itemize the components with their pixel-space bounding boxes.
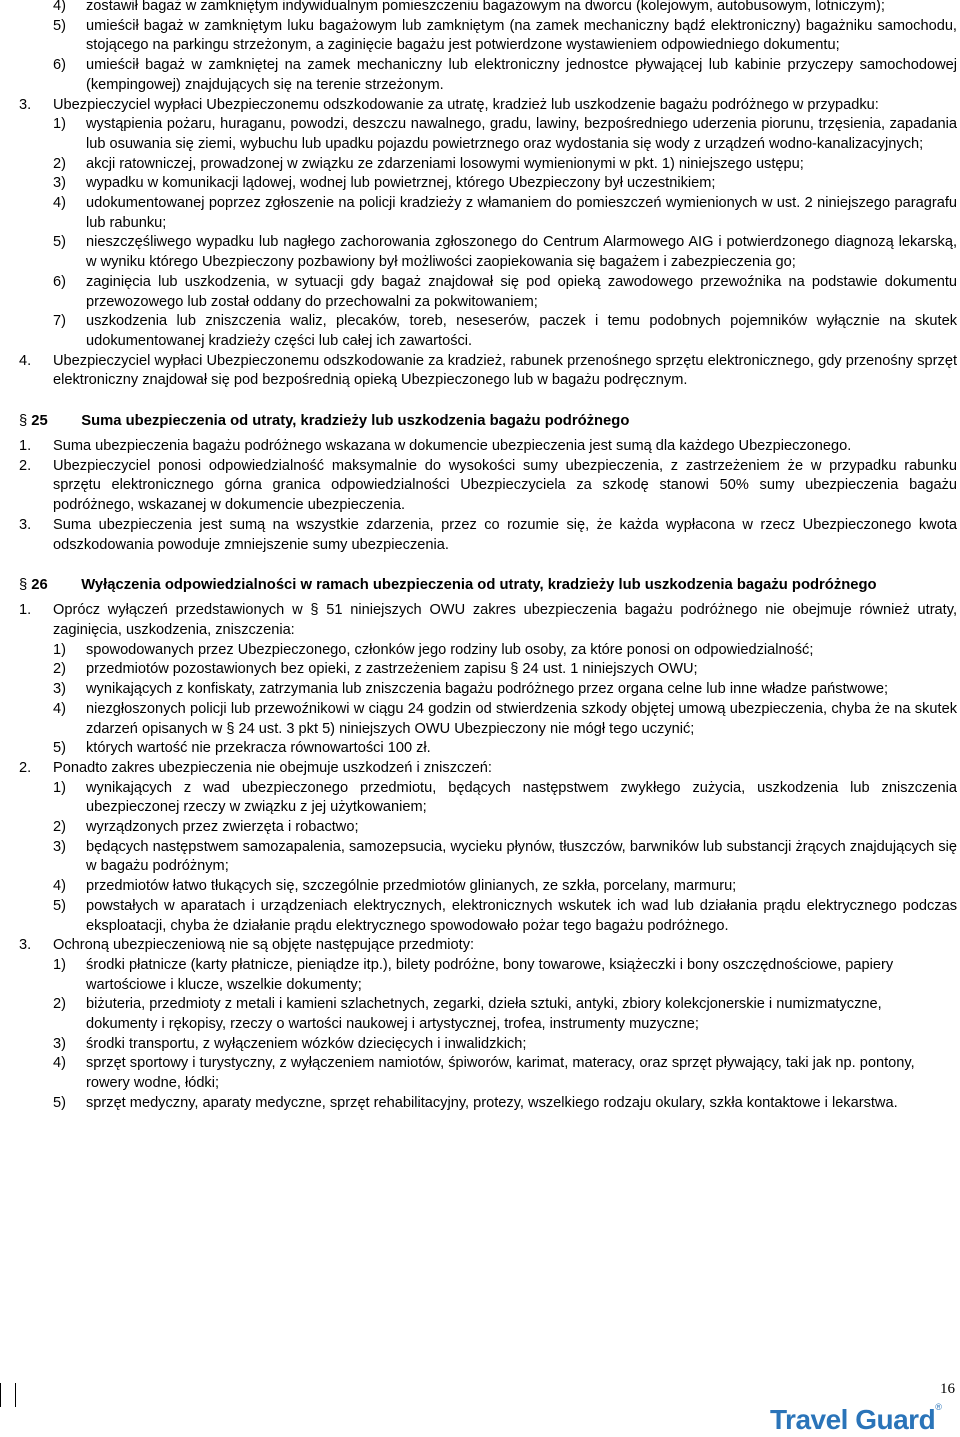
paragraph-number: 3. (19, 516, 32, 533)
travel-guard-logo (770, 1404, 941, 1436)
item-number: 5) (53, 897, 66, 914)
item-text: umieścił bagaż w zamkniętej na zamek mechaniczny lub elektroniczny jednostce pływającej lub kabinie przyczepy samochodowej (kempingowej) znajdujących się na terenie strzeżonym. (86, 57, 957, 93)
item-number: 5) (53, 17, 66, 34)
item-number: 1) (53, 956, 66, 973)
paragraph-text: Ubezpieczyciel wypłaci Ubezpieczonemu odszkodowanie za kradzież, rabunek przenośnego sprzętu elektronicznego, gdy przenośny sprzęt elektroniczny znajdował się pod bezpośrednią opieką Ubezpieczonego lub w bagażu podręcznym. (53, 352, 957, 389)
paragraph-number: 2. (19, 759, 32, 776)
paragraph-number: 1. (19, 438, 32, 455)
paragraph-number: 3. (19, 96, 32, 113)
item-number: 5) (53, 234, 66, 251)
numbered-paragraph (19, 352, 957, 391)
section-number: 25 (31, 413, 48, 430)
list-item (19, 739, 957, 759)
paragraph-text: Ubezpieczyciel wypłaci Ubezpieczonemu odszkodowanie za utratę, kradzież lub uszkodzenie bagażu podróżnego w przypadku: (53, 96, 879, 113)
item-number: 6) (53, 273, 66, 290)
item-text: akcji ratowniczej, prowadzonej w związku ze zdarzeniami losowymi wymienionymi w pkt. 1) niniejszego ustępu; (86, 155, 804, 172)
logo-text: Travel Guard (770, 1404, 936, 1435)
page-number: 16 (940, 1381, 955, 1397)
item-text: niezgłoszonych policji lub przewoźnikowi w ciągu 24 godzin od stwierdzenia szkody objętej umową ubezpieczenia, chyba że na skutek zdarzeń opisanych w § 24 ust. 3 pkt 5) niniejszych OWU Ubezpieczony nie mógł tego uczynić; (86, 700, 957, 737)
item-text: wystąpienia pożaru, huraganu, powodzi, deszczu nawalnego, gradu, lawiny, bezpośredniego uderzenia piorunu, trzęsienia, zapadania lub osuwania się ziemi, wybuchu lub upadku pojazdu powietrznego oraz wydostania się wody z urządzeń wodno-kanalizacyjnych; (86, 116, 957, 152)
item-text: zaginięcia lub uszkodzenia, w sytuacji gdy bagaż znajdował się pod opieką zawodowego przewoźnika na podstawie dokumentu przewozowego lub został oddany do przechowalni za pokwitowaniem; (86, 273, 957, 310)
item-number: 7) (53, 313, 66, 330)
item-text: udokumentowanej poprzez zgłoszenie na policji kradzieży z włamaniem do pomieszczeń wymienionych w ust. 2 niniejszego paragrafu lub rabunku; (86, 195, 957, 231)
item-text: sprzęt sportowy i turystyczny, z wyłączeniem namiotów, śpiworów, karimat, materacy, oraz sprzęt pływający, taki jak np. pontony, rowery wodne, łódki; (86, 1055, 915, 1092)
list-item (19, 838, 957, 877)
list-item (19, 897, 957, 936)
numbered-paragraph (19, 601, 957, 640)
list-item (19, 680, 957, 700)
item-text: biżuteria, przedmioty z metali i kamieni szlachetnych, zegarki, dzieła sztuki, antyki, zbiory kolekcjonerskie i numizmatyczne, dokumenty i rękopisy, rzeczy o wartości naukowej i artystycznej, trofea, instrumenty muzyczne; (86, 996, 882, 1033)
paragraph-number: 4. (19, 352, 32, 369)
paragraph-text: Suma ubezpieczenia jest sumą na wszystkie zdarzenia, przez co rozumie się, że każda wypłacona w rzecz Ubezpieczonego kwota odszkodowania powoduje zmniejszenie sumy ubezpieczenia. (53, 516, 957, 553)
numbered-paragraph (19, 936, 957, 956)
list-item (19, 17, 957, 56)
item-number: 1) (53, 779, 66, 796)
item-number: 3) (53, 838, 66, 855)
list-item (19, 194, 957, 233)
item-text: wypadku w komunikacji lądowej, wodnej lub powietrznej, którego Ubezpieczony był uczestnikiem; (86, 175, 716, 192)
paragraph-text: Ponadto zakres ubezpieczenia nie obejmuje uszkodzeń i zniszczeń: (53, 759, 492, 776)
item-text: wynikających z wad ubezpieczonego przedmiotu, będących następstwem zwykłego zużycia, uszkodzenia lub zniszczenia ubezpieczonej rzeczy w związku z jej użytkowaniem; (86, 779, 957, 816)
item-number: 1) (53, 641, 66, 658)
section-heading (19, 411, 957, 431)
numbered-paragraph (19, 759, 957, 779)
item-text: nieszczęśliwego wypadku lub nagłego zachorowania zgłoszonego do Centrum Alarmowego AIG i potwierdzonego diagnozą lekarską, w wyniku którego Ubezpieczony pozbawiony był możliwości zaopiekowania się bagażem i zabezpieczenia go; (86, 234, 957, 271)
paragraph-number: 3. (19, 937, 32, 954)
numbered-paragraph (19, 457, 957, 516)
item-text: środki płatnicze (karty płatnicze, pieniądze itp.), bilety podróżne, bony towarowe, książeczki i bony oszczędnościowe, papiery wartościowe i klucze, wszelkie dokumenty; (86, 956, 894, 993)
item-number: 2) (53, 819, 66, 836)
list-item (19, 995, 957, 1034)
item-number: 4) (53, 700, 66, 717)
item-number: 2) (53, 155, 66, 172)
list-item (19, 660, 957, 680)
list-item (19, 956, 957, 995)
list-item (19, 233, 957, 272)
item-text: środki transportu, z wyłączeniem wózków dziecięcych i inwalidzkich; (86, 1035, 527, 1052)
item-number: 6) (53, 57, 66, 74)
numbered-paragraph (19, 96, 957, 116)
item-text: sprzęt medyczny, aparaty medyczne, sprzęt rehabilitacyjny, protezy, wszelkiego rodzaju okulary, szkła kontaktowe i lekarstwa. (86, 1094, 898, 1111)
item-text: powstałych w aparatach i urządzeniach elektrycznych, elektronicznych wskutek ich wad lub działania prądu elektrycznego podczas eksploatacji, chyba że działanie prądu elektrycznego spowodowało pożar tego bagażu podróżnego. (86, 897, 957, 934)
list-item (19, 115, 957, 154)
list-item (19, 1035, 957, 1055)
item-text: których wartość nie przekracza równowartości 100 zł. (86, 740, 431, 757)
item-number: 5) (53, 740, 66, 757)
paragraph-text: Ochroną ubezpieczeniową nie są objęte następujące przedmioty: (53, 937, 475, 954)
item-text: spowodowanych przez Ubezpieczonego, członków jego rodziny lub osoby, za które ponosi on odpowiedzialność; (86, 641, 814, 658)
item-text: uszkodzenia lub zniszczenia waliz, plecaków, toreb, neseserów, paczek i temu podobnych pojemników wyłącznie na skutek udokumentowanej kradzieży części lub całej ich zawartości. (86, 313, 957, 349)
list-item (19, 56, 957, 95)
item-text: zostawił bagaż w zamkniętym indywidualnym pomieszczeniu bagażowym na dworcu (kolejowym, autobusowym, lotniczym); (86, 0, 885, 14)
item-number: 3) (53, 1035, 66, 1052)
item-text: przedmiotów pozostawionych bez opieki, z zastrzeżeniem zapisu § 24 ust. 1 niniejszych OWU; (86, 661, 698, 678)
section-title: Suma ubezpieczenia od utraty, kradzieży lub uszkodzenia bagażu podróżnego (81, 413, 630, 430)
numbered-paragraph (19, 516, 957, 555)
text-cursor-left (0, 1383, 1, 1407)
item-number: 3) (53, 175, 66, 192)
text-cursor-right (15, 1383, 16, 1407)
item-number: 4) (53, 195, 66, 212)
list-item (19, 1054, 957, 1093)
item-number: 3) (53, 681, 66, 698)
item-number: 4) (53, 1055, 66, 1072)
section-title: Wyłączenia odpowiedzialności w ramach ubezpieczenia od utraty, kradzieży lub uszkodzenia bagażu podróżnego (81, 577, 877, 594)
item-number: 5) (53, 1094, 66, 1111)
list-item (19, 818, 957, 838)
section-symbol: § (19, 577, 28, 594)
item-text: wynikających z konfiskaty, zatrzymania lub zniszczenia bagażu podróżnego przez organa celne lub inne władze państwowe; (86, 681, 889, 698)
paragraph-text: Ubezpieczyciel ponosi odpowiedzialność maksymalnie do wysokości sumy ubezpieczenia, z zastrzeżeniem że w przypadku rabunku sprzętu elektronicznego górna granica odpowiedzialności Ubezpieczyciela za szkodę stanowi 50% sumy ubezpieczenia bagażu podróżnego, wskazanej w dokumencie ubezpieczenia. (53, 457, 957, 514)
item-number: 2) (53, 661, 66, 678)
paragraph-text: Oprócz wyłączeń przedstawionych w § 51 niniejszych OWU zakres ubezpieczenia bagażu podróżnego nie obejmuje również utraty, zaginięcia, uszkodzenia, zniszczenia: (53, 602, 957, 638)
numbered-paragraph (19, 437, 957, 457)
list-item (19, 700, 957, 739)
list-item (19, 312, 957, 351)
list-item (19, 0, 957, 17)
item-number: 2) (53, 996, 66, 1013)
registered-mark: ® (935, 1402, 942, 1412)
document-body (19, 0, 957, 1114)
paragraph-number: 1. (19, 602, 32, 619)
paragraph-text: Suma ubezpieczenia bagażu podróżnego wskazana w dokumencie ubezpieczenia jest sumą dla każdego Ubezpieczonego. (53, 438, 852, 455)
section-number: 26 (31, 577, 48, 594)
list-item (19, 174, 957, 194)
list-item (19, 779, 957, 818)
item-number: 1) (53, 116, 66, 133)
item-number: 4) (53, 878, 66, 895)
item-text: przedmiotów łatwo tłukących się, szczególnie przedmiotów glinianych, ze szkła, porcelany, marmuru; (86, 878, 737, 895)
section-heading (19, 575, 957, 595)
item-text: wyrządzonych przez zwierzęta i robactwo; (86, 819, 359, 836)
list-item (19, 877, 957, 897)
list-item (19, 641, 957, 661)
section-symbol: § (19, 413, 28, 430)
paragraph-number: 2. (19, 457, 32, 474)
item-text: umieścił bagaż w zamkniętym luku bagażowym lub zamkniętym (na zamek mechaniczny bądź elektroniczny) bagażniku samochodu, stojącego na parkingu strzeżonym, a zaginięcie bagażu jest potwierdzone wystawieniem odpowiedniego dokumentu; (86, 17, 957, 54)
list-item (19, 155, 957, 175)
item-text: będących następstwem samozapalenia, samozepsucia, wycieku płynów, tłuszczów, barwników lub substancji żrących znajdujących się w bagażu podróżnym; (86, 838, 957, 875)
item-number: 4) (53, 0, 66, 14)
list-item (19, 273, 957, 312)
list-item (19, 1094, 957, 1114)
